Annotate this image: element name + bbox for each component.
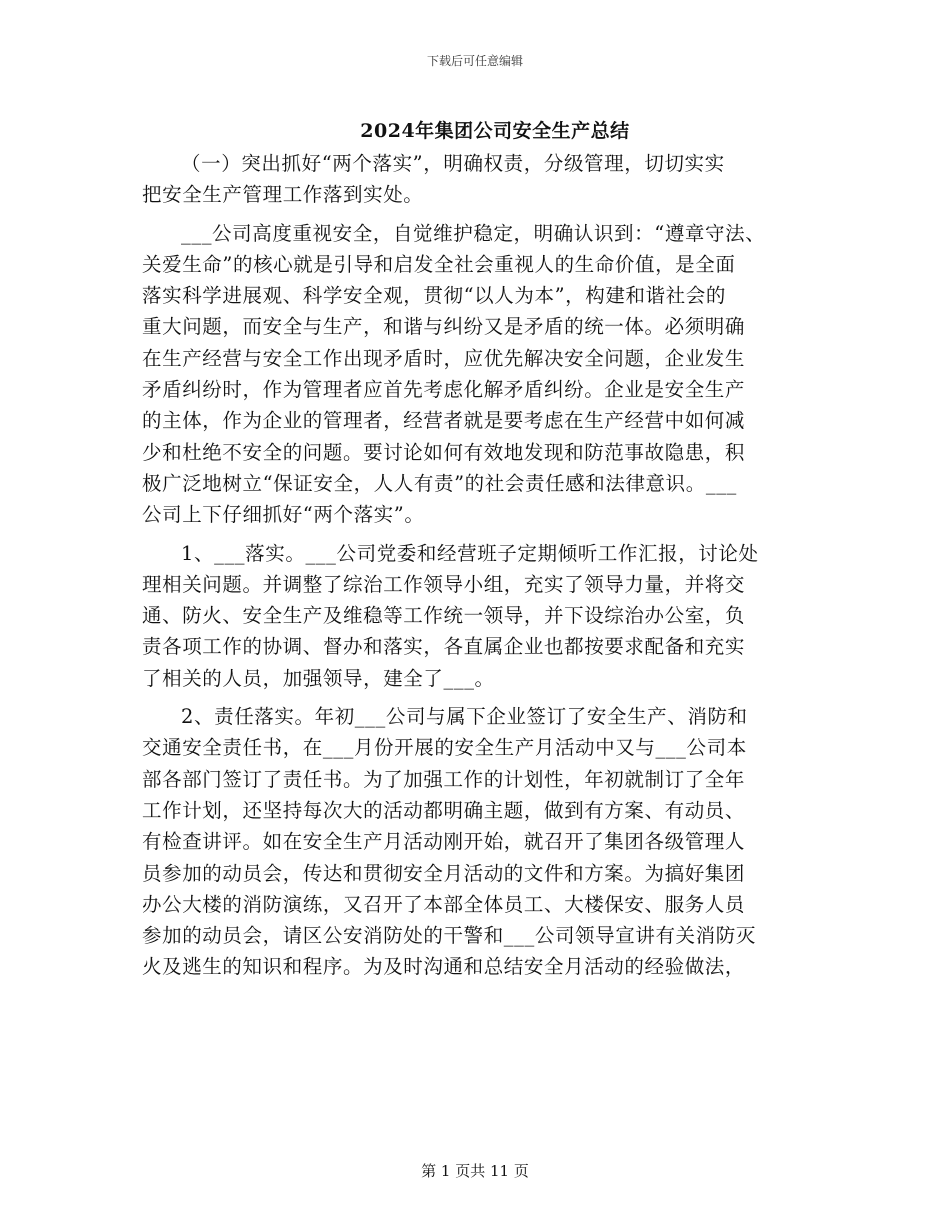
text-line: （一）突出抓好“两个落实”，明确权责，分级管理，切切实实 (181, 152, 725, 175)
text-line: 在生产经营与安全工作出现矛盾时，应优先解决安全问题，企业发生 (142, 346, 746, 370)
text-line: 通、防火、安全生产及维稳等工作统一领导，并下设综治办公室，负 (142, 604, 746, 628)
text-line: 2、责任落实。年初___公司与属下企业签订了安全生产、消防和 (181, 705, 748, 729)
text-line: 了相关的人员，加强领导，建全了___。 (142, 666, 495, 690)
text-line: 火及逃生的知识和程序。为及时沟通和总结安全月活动的经验做法， (142, 955, 746, 979)
page-number: 第 1 页共 11 页 (421, 1162, 529, 1180)
paragraph (142, 538, 812, 694)
document-body (142, 148, 812, 983)
text-line: 员参加的动员会，传达和贯彻安全月活动的文件和方案。为搞好集团 (142, 861, 746, 885)
text-line: 交通安全责任书，在___月份开展的安全生产月活动中又与___公司本 (142, 736, 747, 760)
text-line: 关爱生命”的核心就是引导和启发全社会重视人的生命价值，是全面 (142, 252, 736, 276)
text-line: 重大问题，而安全与生产，和谐与纠纷又是矛盾的统一体。必须明确 (142, 315, 746, 339)
text-line: 把安全生产管理工作落到实处。 (142, 183, 424, 207)
text-line: 极广泛地树立“保证安全，人人有责”的社会责任感和法律意识。___ (142, 471, 737, 495)
text-line: 工作计划，还坚持每次大的活动都明确主题，做到有方案、有动员、 (142, 798, 746, 822)
text-line: 办公大楼的消防演练，又召开了本部全体员工、大楼保安、服务人员 (142, 892, 746, 916)
text-line: 部各部门签订了责任书。为了加强工作的计划性，年初就制订了全年 (142, 767, 746, 791)
document-title: 2024年集团公司安全生产总结 (360, 120, 630, 142)
paragraph (142, 701, 812, 983)
text-line: 公司上下仔细抓好“两个落实”。 (142, 503, 425, 527)
text-line: 理相关问题。并调整了综治工作领导小组，充实了领导力量，并将交 (142, 572, 746, 596)
paragraph (142, 218, 812, 531)
text-line: 责各项工作的协调、督办和落实，各直属企业也都按要求配备和充实 (142, 635, 746, 659)
text-line: 1、___落实。___公司党委和经营班子定期倾听工作汇报，讨论处 (181, 541, 759, 565)
text-line: 的主体，作为企业的管理者，经营者就是要考虑在生产经营中如何减 (142, 409, 746, 433)
header-note: 下载后可任意编辑 (426, 54, 523, 68)
text-line: 落实科学进展观、科学安全观，贯彻“以人为本”，构建和谐社会的 (142, 284, 726, 308)
text-line: 少和杜绝不安全的问题。要讨论如何有效地发现和防范事故隐患，积 (142, 440, 746, 464)
text-line: 矛盾纠纷时，作为管理者应首先考虑化解矛盾纠纷。企业是安全生产 (142, 378, 746, 402)
text-line: 有检查讲评。如在安全生产月活动刚开始，就召开了集团各级管理人 (142, 830, 746, 854)
text-line: ___公司高度重视安全，自觉维护稳定，明确认识到：“遵章守法、 (181, 221, 766, 245)
paragraph (142, 148, 812, 211)
text-line: 参加的动员会，请区公安消防处的干警和___公司领导宣讲有关消防灭 (142, 924, 756, 948)
